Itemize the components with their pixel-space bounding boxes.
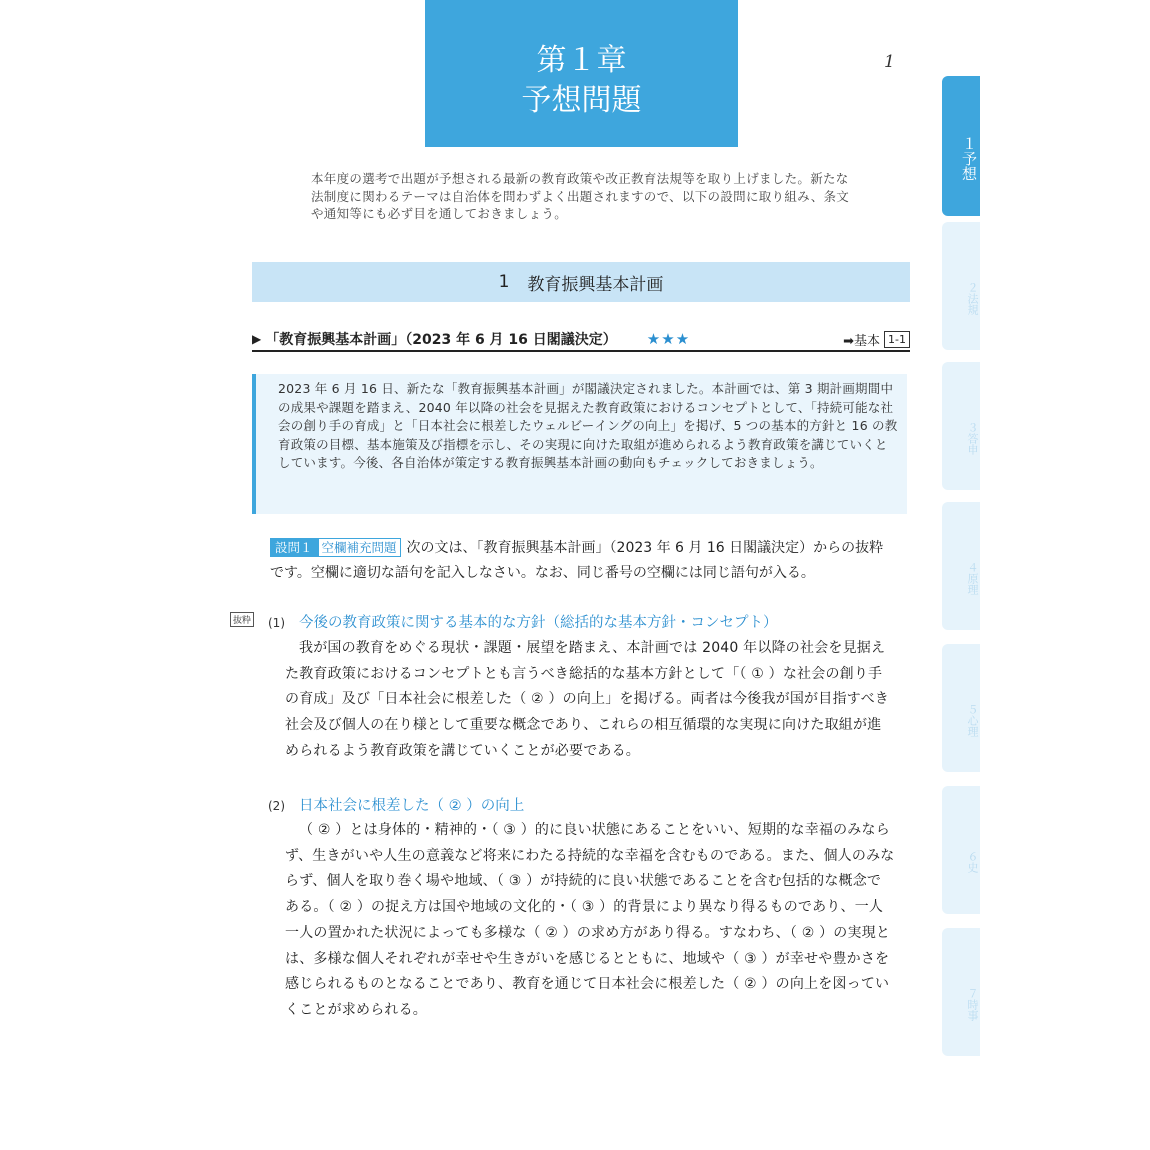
side-tab-label: ３答申 (966, 421, 979, 455)
reference-code: 1-1 (884, 331, 910, 348)
item-body: 我が国の教育をめぐる現状・課題・展望を踏まえ、本計画では 2040 年以降の社会を見据えた教育政策におけるコンセプトとも言うべき総括的な基本方針として「（ ① ）な社会の創り手の育成」及び「日本社会に根差した（ ② ）の向上」を掲げる。両者は今後我が国が目指すべき社会及び個人の在り様として重要な概念であり、これらの相互循環的な実現に向けた取組が進められるよう教育政策を講じていくことが必要である。 (285, 640, 889, 759)
summary-box: 2023 年 6 月 16 日、新たな「教育振興基本計画」が閣議決定されました。本計画では、第 3 期計画期間中の成果や課題を踏まえ、2040 年以降の社会を見据えた教育政策におけるコンセプトとして、「持続可能な社会の創り手の育成」と「日本社会に根差したウェルビーイングの向上」を掲げ、5 つの基本的方針と 16 の教育政策の目標、基本施策及び指標を示し、その実現に向けた取組が進められるよう教育政策を講じていくとしています。今後、各自治体が策定する教育振興基本計画の動向もチェックしておきましょう。 (252, 374, 907, 514)
chapter-title: 予想問題 (521, 82, 642, 118)
triangle-marker-icon: ▶ (252, 332, 262, 346)
side-tab-label: ６史 (966, 851, 979, 873)
side-tab-houki[interactable] (942, 222, 980, 350)
question-block (270, 535, 896, 586)
side-tab-toushin[interactable] (942, 362, 980, 490)
question-text: 次の文は、「教育振興基本計画」（2023 年 6 月 16 日閣議決定）からの抜粋です。空欄に適切な語句を記入しなさい。なお、同じ番号の空欄には同じ語句が入る。 (270, 540, 884, 581)
section-heading (252, 262, 910, 302)
item-title: 今後の教育政策に関する基本的な方針（総括的な基本方針・コンセプト） (299, 615, 778, 631)
side-tab-label: ４原理 (966, 561, 979, 595)
side-tab-label: ２法規 (966, 281, 979, 315)
cross-reference (843, 330, 910, 349)
side-tab-label: １予想 (960, 135, 978, 181)
section-number: 1 (498, 272, 510, 292)
side-tab-jiji[interactable] (942, 928, 980, 1056)
item-number: (2) (268, 799, 285, 813)
topic-heading (252, 328, 910, 352)
reference-label: ➡基本 (843, 333, 881, 349)
item-title: 日本社会に根差した（ ② ）の向上 (299, 798, 525, 814)
item-heading (268, 794, 524, 815)
chapter-number: 第１章 (536, 42, 627, 78)
item-body: （ ② ）とは身体的・精神的・（ ③ ）的に良い状態にあることをいい、短期的な幸福のみならず、生きがいや人生の意義など将来にわたる持続的な幸福を含むものである。また、個人のみならず、個人を取り巻く場や地域、（ ③ ）が持続的に良い状態であることを含む包括的な概念である。（ ② ）の捉え方は国や地域の文化的・（ ③ ）的背景により異なり得るものであり、一人一人の置かれた状況によっても多様な（ ② ）の求め方があり得る。すなわち、（ ② ）の実現とは、多様な個人それぞれが幸せや生きがいを感じるとともに、地域や（ ③ ）が幸せや豊かさを感じられるものとなることであり、教育を通じて日本社会に根差した（ ② ）の向上を図っていくことが求められる。 (285, 822, 895, 1018)
side-tab-yosou[interactable] (942, 76, 980, 216)
question-type: 空欄補充問題 (318, 538, 401, 557)
side-tab-shinri[interactable] (942, 644, 980, 772)
excerpt-mark: 抜粋 (230, 612, 254, 627)
chapter-header (425, 0, 738, 147)
importance-stars: ★★★ (646, 330, 691, 348)
item-heading (268, 611, 778, 632)
side-tab-shi[interactable] (942, 786, 980, 914)
section-title: 教育振興基本計画 (527, 274, 664, 295)
topic-title: 「教育振興基本計画」（2023 年 6 月 16 日閣議決定） (265, 332, 617, 348)
page-number: 1 (884, 52, 895, 72)
side-tab-label: ５心理 (966, 703, 979, 737)
side-tab-genri[interactable] (942, 502, 980, 630)
item-number: (1) (268, 616, 285, 630)
side-tab-label: ７時事 (966, 987, 979, 1021)
question-label: 設問１ (270, 538, 318, 557)
intro-text: 本年度の選考で出題が予想される最新の教育政策や改正教育法規等を取り上げました。新たな法制度に関わるテーマは自治体を問わずよく出題されますので、以下の設問に取り組み、条文や通知等にも必ず目を通しておきましょう。 (311, 171, 850, 221)
